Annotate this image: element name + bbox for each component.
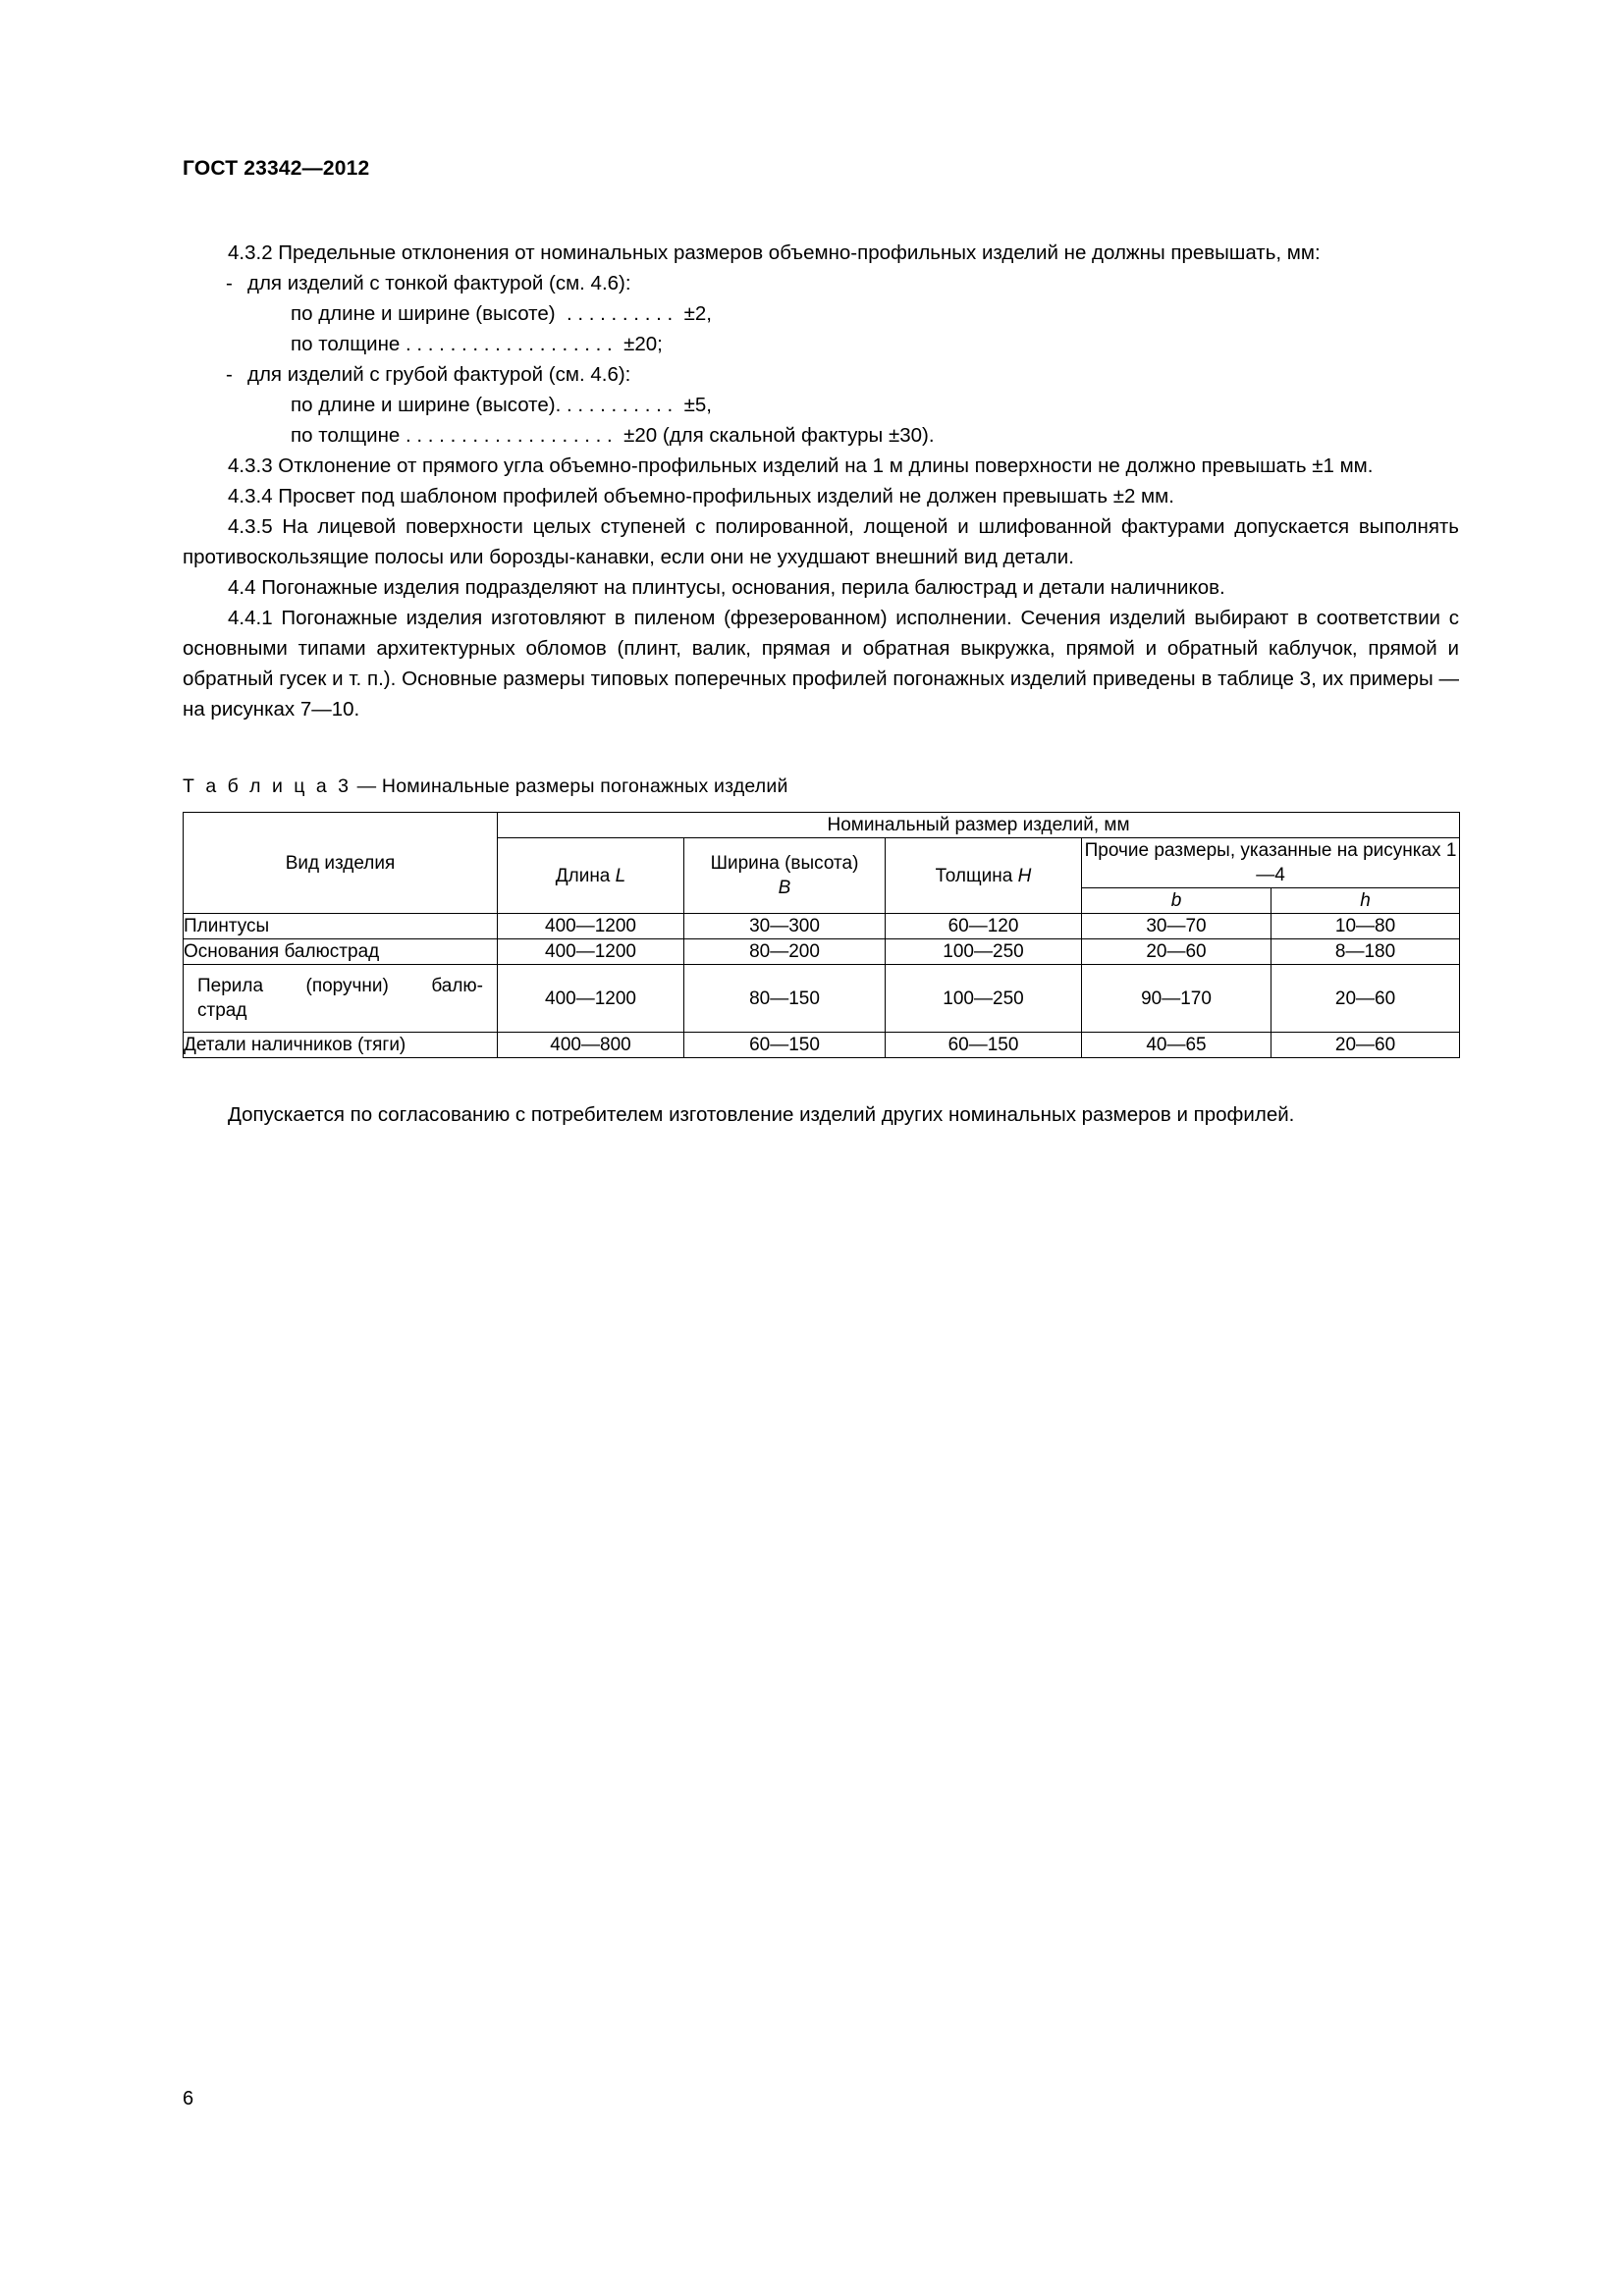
table-header-row-1 xyxy=(184,813,1460,838)
table-header-length-symbol: L xyxy=(615,865,626,886)
list-item-thin-texture xyxy=(226,268,1459,298)
table-cell-thickness: 100—250 xyxy=(886,965,1082,1033)
table-cell-h: 20—60 xyxy=(1271,965,1460,1033)
table-cell-length: 400—1200 xyxy=(498,914,684,939)
table-row xyxy=(184,939,1460,965)
table-cell-product-name-line1 xyxy=(184,974,497,998)
document-header-standard-number: ГОСТ 23342—2012 xyxy=(183,157,370,180)
paragraph-4-4-1: 4.4.1 Погонажные изделия изготовляют в пиленом (фрезерованном) исполнении. Сечения изделий выбирают в соответствии с основными типами архитектурных обломов (плинт, валик, прямая и обратная выкружка, прямой и обратный каблучок, прямой и обратный гусек и т. п.). Основные размеры типовых поперечных профилей погонажных изделий приведены в таблице 3, их примеры — на рисунках 7—10. xyxy=(183,607,1459,721)
spec-line-thin-thickness: по толщине . . . . . . . . . . . . . . . . . . . ±20; xyxy=(291,333,663,355)
spec-line-thin-length-width: по длине и ширине (высоте) . . . . . . . . . . ±2, xyxy=(291,302,712,325)
list-dash: - xyxy=(226,363,233,386)
table-header-width-text: Ширина (высота) xyxy=(710,853,859,874)
table-cell-product-name: Плинтусы xyxy=(184,914,498,939)
table-cell-length: 400—800 xyxy=(498,1033,684,1058)
list-item-thin-texture-label: для изделий с тонкой фактурой (см. 4.6): xyxy=(247,272,631,294)
table-cell-width: 80—200 xyxy=(684,939,886,965)
table-header-nominal-size-group: Номинальный размер изделий, мм xyxy=(498,813,1460,838)
table-cell-thickness: 60—120 xyxy=(886,914,1082,939)
table-3-nominal-sizes xyxy=(183,812,1460,1058)
table-header-length-text: Длина xyxy=(555,865,616,886)
table-cell-product-name-word1: Перила xyxy=(197,976,264,996)
table-cell-width: 60—150 xyxy=(684,1033,886,1058)
table-cell-b: 40—65 xyxy=(1082,1033,1271,1058)
table-cell-product-name-word2: (поручни) xyxy=(305,976,389,996)
table-3-caption-text: — Номинальные размеры погонажных изделий xyxy=(351,775,788,797)
paragraph-4-3-3: 4.3.3 Отклонение от прямого угла объемно-профильных изделий на 1 м длины поверхности не должно превышать ±1 мм. xyxy=(228,454,1374,477)
table-header-b: b xyxy=(1082,888,1271,914)
table-cell-b: 90—170 xyxy=(1082,965,1271,1033)
table-cell-product-name-line2: страд xyxy=(197,1000,247,1021)
spec-line-rough-thickness: по толщине . . . . . . . . . . . . . . . . . . . ±20 (для скальной фактуры ±30). xyxy=(291,424,935,447)
table-3-caption-label: Т а б л и ц а 3 xyxy=(183,775,352,797)
table-cell-product-name-word3: балю- xyxy=(431,976,483,996)
table-row xyxy=(184,1033,1460,1058)
table-cell-width: 80—150 xyxy=(684,965,886,1033)
table-3-caption xyxy=(183,775,1459,798)
table-cell-product-name: Детали наличников (тяги) xyxy=(184,1033,498,1058)
table-header-h: h xyxy=(1271,888,1460,914)
table-cell-thickness: 100—250 xyxy=(886,939,1082,965)
list-item-rough-texture-label: для изделий с грубой фактурой (см. 4.6): xyxy=(247,363,631,386)
table-header-width xyxy=(684,838,886,914)
list-dash: - xyxy=(226,272,233,294)
paragraph-4-4: 4.4 Погонажные изделия подразделяют на плинтусы, основания, перила балюстрад и детали наличников. xyxy=(228,576,1225,599)
table-header-width-symbol: B xyxy=(778,878,791,898)
table-cell-b: 20—60 xyxy=(1082,939,1271,965)
table-cell-product-name xyxy=(184,965,498,1033)
paragraph-4-3-5: 4.3.5 На лицевой поверхности целых ступеней с полированной, лощеной и шлифованной фактурами допускается выполнять противоскользящие полосы или борозды-канавки, если они не ухудшают внешний вид детали. xyxy=(183,515,1459,568)
list-item-rough-texture xyxy=(226,359,1459,390)
table-header-thickness xyxy=(886,838,1082,914)
page-content xyxy=(183,157,1459,1130)
paragraph-after-table: Допускается по согласованию с потребителем изготовление изделий других номинальных размеров и профилей. xyxy=(228,1103,1295,1126)
table-cell-h: 20—60 xyxy=(1271,1033,1460,1058)
table-header-thickness-text: Толщина xyxy=(935,865,1018,886)
table-header-product-type: Вид изделия xyxy=(184,813,498,914)
table-header-length xyxy=(498,838,684,914)
paragraph-4-3-2: 4.3.2 Предельные отклонения от номинальных размеров объемно-профильных изделий не должны превышать, мм: xyxy=(228,241,1321,264)
table-cell-h: 8—180 xyxy=(1271,939,1460,965)
paragraph-4-3-4: 4.3.4 Просвет под шаблоном профилей объемно-профильных изделий не должен превышать ±2 мм. xyxy=(228,485,1174,507)
table-row xyxy=(184,965,1460,1033)
table-cell-product-name: Основания балюстрад xyxy=(184,939,498,965)
spec-line-rough-length-width: по длине и ширине (высоте). . . . . . . . . . . ±5, xyxy=(291,394,712,416)
table-cell-width: 30—300 xyxy=(684,914,886,939)
table-header-other-sizes: Прочие размеры, указанные на рисунках 1—4 xyxy=(1082,838,1460,888)
table-cell-length: 400—1200 xyxy=(498,939,684,965)
table-cell-length: 400—1200 xyxy=(498,965,684,1033)
table-row xyxy=(184,914,1460,939)
page-number: 6 xyxy=(183,2088,194,2109)
table-header-thickness-symbol: H xyxy=(1017,865,1032,886)
table-cell-b: 30—70 xyxy=(1082,914,1271,939)
table-cell-h: 10—80 xyxy=(1271,914,1460,939)
table-cell-thickness: 60—150 xyxy=(886,1033,1082,1058)
